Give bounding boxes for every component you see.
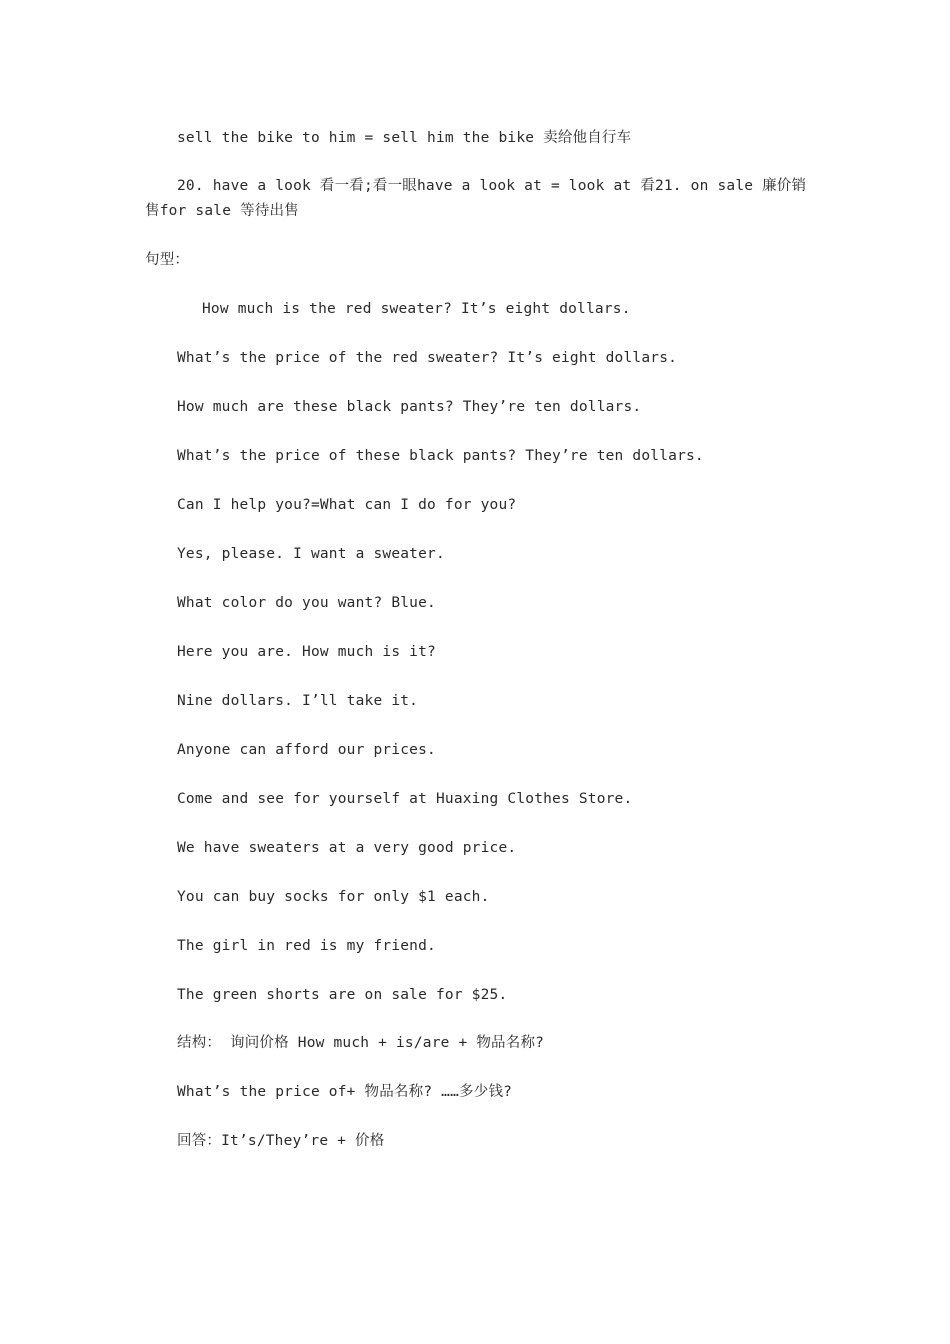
text-line: How much is the red sweater? It’s eight dollars. <box>202 301 631 317</box>
text-line-sell-bike: sell the bike to him = sell him the bike 卖给他自行车 <box>177 130 632 146</box>
text-line: What’s the price of these black pants? They’re ten dollars. <box>177 448 704 464</box>
text-paragraph-have-a-look: 20. have a look 看一看;看一眼have a look at = look at 看21. on sale 廉价销售for sale 等待出售 <box>145 178 807 219</box>
text-line: What’s the price of the red sweater? It’s eight dollars. <box>177 350 678 366</box>
text-line: What color do you want? Blue. <box>177 595 436 611</box>
text-line: Yes, please. I want a sweater. <box>177 546 445 562</box>
text-line: Nine dollars. I’ll take it. <box>177 693 419 709</box>
text-line: Come and see for yourself at Huaxing Clothes Store. <box>177 791 633 807</box>
text-line-structure: What’s the price of+ 物品名称? ……多少钱? <box>177 1084 513 1100</box>
text-line: Here you are. How much is it? <box>177 644 436 660</box>
text-line: You can buy socks for only $1 each. <box>177 889 490 905</box>
text-line: The girl in red is my friend. <box>177 938 436 954</box>
text-line: Anyone can afford our prices. <box>177 742 436 758</box>
section-heading-sentence-patterns: 句型： <box>145 252 190 268</box>
text-line-structure: 结构： 询问价格 How much + is/are + 物品名称? <box>177 1035 545 1051</box>
text-line: We have sweaters at a very good price. <box>177 840 517 856</box>
text-line: How much are these black pants? They’re ten dollars. <box>177 399 642 415</box>
text-line: Can I help you?=What can I do for you? <box>177 497 517 513</box>
text-line-answer: 回答：It’s/They’re + 价格 <box>177 1133 385 1149</box>
text-line: The green shorts are on sale for $25. <box>177 987 508 1003</box>
